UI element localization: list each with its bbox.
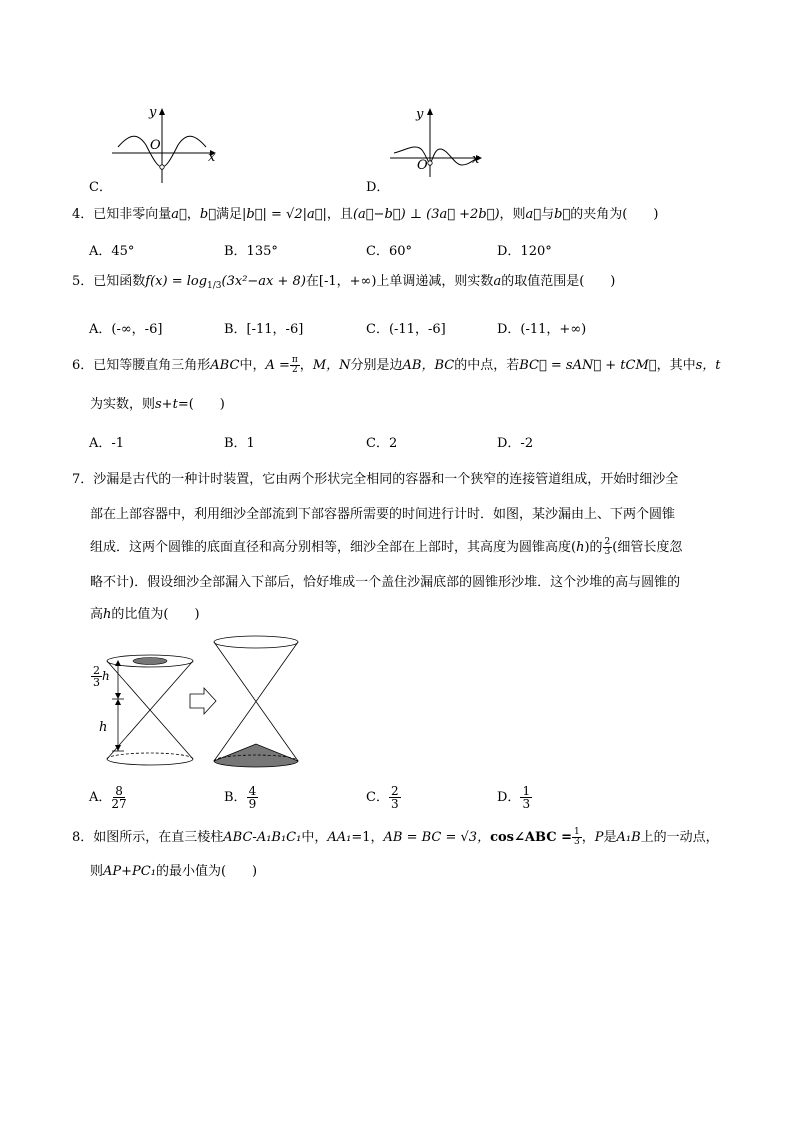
frac-denominator: 3 — [522, 797, 531, 811]
q7-option-a-letter: A． — [89, 790, 112, 805]
question-6-line-1 — [72, 356, 721, 376]
q8-cos: cos∠ABC = — [490, 830, 572, 845]
q4-option-c[interactable]: C．60° — [366, 244, 412, 259]
q6-st: s，t — [695, 358, 721, 373]
vector-a: a⃗ — [525, 207, 542, 222]
graph-d — [388, 105, 488, 180]
q7-frac-numerator: 2 — [604, 537, 611, 547]
frac-numerator: 2 — [390, 784, 399, 798]
fig-h: h — [102, 669, 110, 683]
q4-text: 已知非零向量 — [93, 207, 172, 222]
q5-option-c[interactable]: C．(-11，-6] — [366, 322, 446, 337]
frac-denominator: 3 — [390, 797, 399, 811]
q7-h: h — [576, 540, 585, 555]
q8-text: 是 — [603, 830, 617, 845]
option-c-label: C． — [89, 180, 112, 195]
q7-option-b[interactable] — [224, 785, 258, 810]
q7-text: 部在上部容器中，利用细沙全部流到下部容器所需要的时间进行计时．如图，某沙漏由上、下两个圆锥 — [90, 507, 676, 522]
question-6-line-2 — [72, 395, 225, 415]
question-8-line-2 — [90, 862, 257, 882]
q8-prism: ABC-A₁B₁C₁ — [223, 830, 302, 845]
q4-text: 与 — [541, 207, 555, 222]
q4-option-d[interactable]: D．120° — [497, 244, 552, 259]
q6-triangle: ABC — [210, 358, 240, 373]
q6-text: 分别是边 — [350, 358, 403, 373]
q6-text: ，其中 — [656, 358, 696, 373]
q6-pi-over-2 — [290, 356, 300, 375]
q8-one-third — [572, 828, 582, 847]
q6-text: 已知等腰直角三角形 — [93, 358, 211, 373]
q8-aa1: AA₁ — [327, 830, 352, 845]
q5-log-base: 1/3 — [207, 281, 222, 291]
q8-text: 的最小值为( ) — [155, 864, 258, 879]
q5-option-b[interactable]: B．[-11，-6] — [224, 322, 304, 337]
q6-angle: A = — [265, 358, 290, 373]
q6-vector-equation: BC⃗ = sAN⃗ + tCM⃗ — [519, 358, 657, 373]
q7-text: )的 — [584, 540, 603, 555]
question-7-number: 7． — [72, 472, 94, 487]
q8-point-p: P — [594, 830, 604, 845]
q6-option-c[interactable]: C．2 — [366, 436, 398, 451]
figure-label-h: h — [99, 720, 108, 735]
q8-frac-numerator: 1 — [573, 827, 580, 837]
fig-frac-numerator: 2 — [93, 664, 100, 677]
frac-numerator: 1 — [522, 784, 531, 798]
q7-text: (细管长度忽 — [612, 540, 683, 555]
q5-function: f(x) = log — [145, 274, 208, 289]
graph-d-origin: O — [417, 158, 428, 173]
graph-c-x-label: x — [208, 150, 216, 165]
vector-b: b⃗ — [554, 207, 571, 222]
q6-option-a[interactable]: A．-1 — [89, 436, 125, 451]
question-8-line-1 — [72, 828, 719, 848]
q7-two-thirds — [603, 538, 613, 557]
frac-denominator: 9 — [248, 797, 257, 811]
q7-option-b-frac — [247, 785, 259, 810]
q7-option-c-frac — [389, 785, 401, 810]
graph-c — [110, 105, 220, 185]
q6-option-b[interactable]: B．1 — [224, 436, 255, 451]
q6-text: 为实数，则 — [90, 397, 156, 412]
hourglass-figure — [88, 630, 318, 775]
q7-h: h — [103, 607, 112, 622]
q6-text: 的中点，若 — [454, 358, 520, 373]
q4-text: 满足 — [216, 207, 243, 222]
q8-ab-bc: AB = BC = √3， — [383, 830, 491, 845]
question-7-line-2 — [90, 505, 675, 525]
q8-a1b: A₁B — [616, 830, 641, 845]
q5-text: 的取值范围是( ) — [501, 274, 616, 289]
q8-text: =1， — [351, 830, 384, 845]
q6-text: =( ) — [177, 397, 225, 412]
q4-option-b[interactable]: B．135° — [224, 244, 278, 259]
q6-st-sum: s+t — [155, 397, 178, 412]
q7-frac-denominator: 3 — [604, 547, 611, 557]
q4-option-a[interactable]: A．45° — [89, 244, 135, 259]
q7-option-d-frac — [520, 785, 532, 810]
q7-option-c-letter: C． — [366, 790, 389, 805]
q4-text: ，则 — [499, 207, 526, 222]
graph-d-x-label: x — [472, 152, 480, 167]
figure-label-two-thirds-h — [91, 665, 110, 688]
question-7-line-1 — [72, 470, 678, 490]
graph-c-y-label: y — [149, 105, 157, 120]
question-5 — [72, 272, 615, 296]
q8-expression: AP+PC₁ — [103, 864, 156, 879]
fig-frac — [91, 665, 102, 688]
q5-variable: a — [493, 274, 502, 289]
q7-text: 高 — [90, 607, 104, 622]
q5-argument: (3x²−ax + 8) — [221, 274, 306, 289]
q8-text: 中， — [301, 830, 328, 845]
q7-text: 的比值为( ) — [111, 607, 200, 622]
q7-option-a[interactable] — [89, 785, 127, 810]
q5-option-a[interactable]: A．(-∞，-6] — [89, 322, 163, 337]
question-7-line-3 — [90, 538, 682, 558]
q6-points-mn: M，N — [312, 358, 351, 373]
fig-frac-denominator: 3 — [93, 676, 100, 689]
q8-text: ， — [581, 830, 595, 845]
graph-d-y-label: y — [416, 107, 424, 122]
q7-option-d[interactable] — [497, 785, 532, 810]
question-8-number: 8． — [72, 830, 94, 845]
q7-text: 组成．这两个圆锥的底面直径和高分别相等，细沙全部在上部时，其高度为圆锥高度( — [90, 540, 577, 555]
q5-text: 在[-1，+∞)上单调递减，则实数 — [305, 274, 494, 289]
question-6-number: 6． — [72, 358, 94, 373]
q7-option-a-frac — [111, 785, 126, 810]
question-4-number: 4． — [72, 207, 94, 222]
vector-b: b⃗ — [199, 207, 216, 222]
q6-text: 中， — [239, 358, 266, 373]
question-4: 4．已知非零向量a⃗，b⃗满足|b⃗| = √2|a⃗|，且(a⃗−b⃗) ⊥ (3a⃗ +2b⃗)，则a⃗与b⃗的夹角为( ) — [72, 207, 659, 222]
q5-option-d[interactable]: D．(-11，+∞) — [497, 322, 587, 337]
graph-c-origin: O — [150, 138, 161, 153]
q4-text: 的夹角为( ) — [570, 207, 659, 222]
q7-option-c[interactable] — [366, 785, 401, 810]
question-5-number: 5． — [72, 274, 94, 289]
question-7-line-4 — [90, 573, 680, 593]
q4-condition-2: (a⃗−b⃗) ⊥ (3a⃗ +2b⃗) — [352, 207, 500, 222]
q6-text: ， — [299, 358, 313, 373]
q4-condition-1: |b⃗| = √2|a⃗| — [242, 207, 327, 222]
q6-option-d[interactable]: D．-2 — [497, 436, 534, 451]
q6-sides: AB，BC — [402, 358, 455, 373]
q6-frac-numerator: π — [291, 355, 298, 365]
q7-option-b-letter: B． — [224, 790, 247, 805]
q8-text: 则 — [90, 864, 104, 879]
q7-option-d-letter: D． — [497, 790, 521, 805]
q4-text: ，且 — [326, 207, 353, 222]
q8-frac-denominator: 3 — [573, 837, 580, 847]
q8-text: 上的一动点， — [640, 830, 719, 845]
frac-denominator: 27 — [111, 797, 127, 811]
q7-text: 沙漏是古代的一种计时装置，它由两个形状完全相同的容器和一个狭窄的连接管道组成，开始时细沙全 — [93, 472, 679, 487]
frac-numerator: 8 — [115, 784, 123, 798]
question-7-line-5 — [90, 605, 200, 625]
q7-text: 略不计)．假设细沙全部漏入下部后，恰好堆成一个盖住沙漏底部的圆锥形沙堆．这个沙堆的高与圆锥的 — [90, 575, 681, 590]
q5-text: 已知函数 — [93, 274, 146, 289]
frac-numerator: 4 — [248, 784, 257, 798]
q8-text: 如图所示，在直三棱柱 — [93, 830, 224, 845]
option-d-label: D． — [366, 180, 390, 195]
vector-a: a⃗ — [171, 207, 187, 222]
q6-frac-denominator: 2 — [291, 365, 298, 375]
